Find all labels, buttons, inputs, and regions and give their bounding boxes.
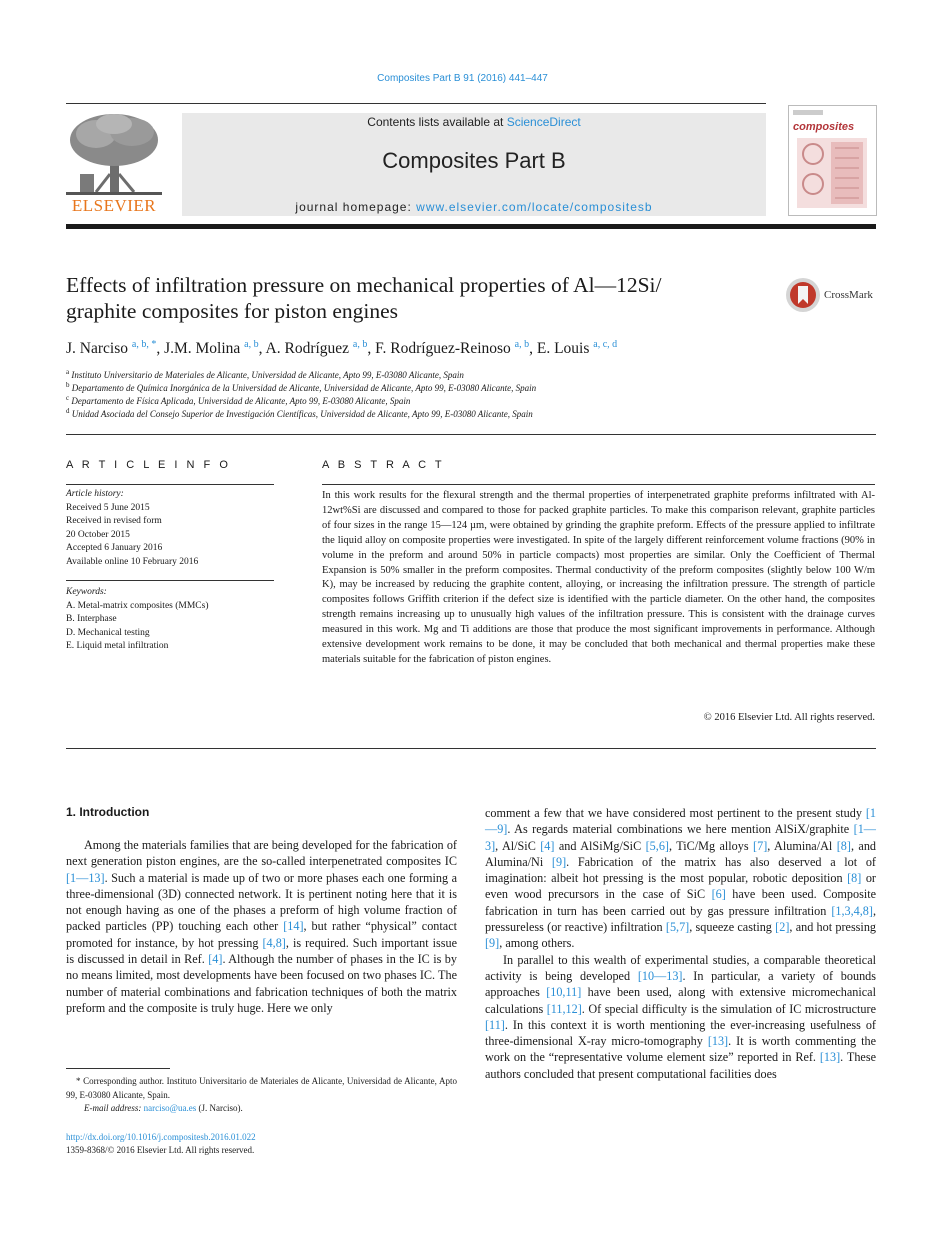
section-heading: 1. Introduction: [66, 805, 150, 819]
history-item: Received 5 June 2015: [66, 502, 150, 513]
paragraph-text: , among others.: [499, 936, 575, 951]
paragraph-text: . These authors concluded that present computational facilities does: [485, 1050, 876, 1081]
abstract-rule: [322, 484, 875, 485]
affiliations-rule: [66, 434, 876, 435]
intro-paragraph-2: [485, 805, 876, 952]
email-label: E-mail address:: [84, 1103, 144, 1113]
citation-link[interactable]: [11]: [485, 1017, 505, 1032]
paragraph-text: . Such a material is made up of two or more phases each one forming a three-dimensional (3D) connected network. It is pertinent noting here that it is not enough having as one of the phases a preform of high volume fraction of packed particles (PP) touching each other: [66, 870, 457, 934]
right-column: [485, 805, 876, 1082]
footnote-rule: [66, 1068, 170, 1069]
paragraph-text: . It is worth commenting the work on the “representative volume element size” reported in Ref.: [485, 1034, 877, 1065]
crossmark-icon: [785, 277, 821, 313]
sciencedirect-link[interactable]: ScienceDirect: [506, 115, 581, 129]
title-line-2: graphite composites for piston engines: [66, 299, 398, 323]
paragraph-text: have been used, along with extensive micromechanical calculations: [485, 985, 876, 1016]
paragraph-text: , Al/SiC: [495, 838, 541, 853]
affiliation-mark: d: [66, 407, 70, 415]
citation-link[interactable]: [1—9]: [485, 806, 876, 837]
history-item: Accepted 6 January 2016: [66, 543, 163, 553]
citation-link[interactable]: [9]: [551, 854, 567, 869]
title-line-1: Effects of infiltration pressure on mechanical properties of Al—12Si/: [66, 273, 662, 297]
abstract-bottom-rule: [66, 748, 876, 749]
paragraph-text: , squeeze casting: [689, 920, 776, 935]
article-title: [66, 272, 766, 324]
citation-link[interactable]: [11,12]: [546, 1001, 582, 1016]
paragraph-text: have been used. Composite fabrication in turn has been carried out by gas pressure infiltration: [485, 887, 877, 918]
homepage-prefix: journal homepage:: [295, 200, 417, 214]
paragraph-text: In parallel to this wealth of experimental studies, a comparable theoretical activity is being developed: [485, 952, 876, 983]
paragraph-text: or even wood precursors in the case of SiC: [485, 871, 876, 902]
left-column: [66, 837, 457, 1016]
contents-prefix: Contents lists available at: [367, 115, 507, 129]
citation-link[interactable]: [13]: [707, 1034, 729, 1049]
paragraph-text: and AlSiMg/SiC: [554, 838, 646, 853]
keywords-rule: [66, 580, 274, 581]
doi-link[interactable]: http://dx.doi.org/10.1016/j.compositesb.2016.01.022: [66, 1132, 256, 1142]
affiliation-text: Unidad Asociada del Consejo Superior de Investigación Científicas, Universidad de Alicante, Apto 99, E-03080 Alicante, Spain: [71, 409, 533, 419]
paragraph-text: , TiC/Mg alloys: [668, 838, 754, 853]
article-history: [66, 488, 274, 569]
paragraph-text: . In this context it is worth mentioning the ever-increasing usefulness of three-dimensional X-ray micro-tomography: [485, 1017, 876, 1049]
citation-link[interactable]: [10,11]: [546, 985, 582, 1000]
affiliation-mark: c: [66, 394, 70, 402]
author-affiliation-marks[interactable]: a, b: [352, 339, 368, 350]
journal-homepage: [182, 200, 766, 214]
affiliation-text: Departamento de Física Aplicada, Universidad de Alicante, Apto 99, E-03080 Alicante, Spain: [71, 396, 411, 406]
keyword-item: B. Interphase: [66, 614, 117, 624]
abstract-copyright: © 2016 Elsevier Ltd. All rights reserved.: [703, 712, 875, 723]
author-name[interactable]: F. Rodríguez-Reinoso: [375, 340, 511, 358]
intro-paragraph-1: [66, 837, 457, 1016]
keyword-item: E. Liquid metal infiltration: [66, 641, 169, 651]
citation-link[interactable]: [7]: [753, 838, 768, 853]
paragraph-text: . As regards material combinations we here mention AlSiX/graphite: [507, 822, 854, 837]
citation-link[interactable]: [6]: [711, 887, 726, 902]
info-rule: [66, 484, 274, 485]
intro-paragraph-3: [485, 952, 876, 1082]
affiliation: [66, 368, 866, 380]
affiliation-mark: a: [66, 368, 70, 376]
citation-link[interactable]: [9]: [485, 936, 500, 951]
homepage-link[interactable]: www.elsevier.com/locate/compositesb: [416, 200, 653, 214]
citation-link[interactable]: [5,6]: [645, 838, 669, 853]
elsevier-tree-icon: [66, 112, 162, 196]
affiliation: [66, 394, 866, 406]
author-affiliation-marks[interactable]: a, b: [514, 339, 530, 350]
citation-link[interactable]: [4,8]: [262, 935, 286, 950]
abstract-heading: A B S T R A C T: [322, 459, 445, 471]
author-affiliation-marks[interactable]: a, b: [244, 339, 259, 350]
affiliation-text: Instituto Universitario de Materiales de Alicante, Universidad de Alicante, Apto 99, E-03080 Alicante, Spain: [71, 370, 464, 380]
paragraph-text: , and hot pressing: [789, 920, 877, 935]
author-name[interactable]: A. Rodríguez: [265, 340, 350, 358]
email-link[interactable]: narciso@ua.es: [143, 1103, 197, 1113]
paragraph-text: Among the materials families that are being developed for the fabrication of next generation piston engines, are the so-called interpenetrated composites IC: [66, 838, 457, 869]
article-info-heading: A R T I C L E I N F O: [66, 459, 231, 471]
author-name[interactable]: J.M. Molina: [164, 340, 241, 358]
citation-link[interactable]: [4]: [540, 838, 555, 853]
paragraph-text: . In particular, a variety of bounds approaches: [485, 968, 877, 1000]
header-thick-rule: [66, 224, 876, 229]
keywords-label: Keywords:: [66, 587, 107, 597]
email-line: [84, 1102, 464, 1116]
cover-title: composites: [793, 121, 855, 133]
citation-link[interactable]: [5,7]: [665, 920, 690, 935]
author-affiliation-marks[interactable]: a, c, d: [593, 339, 618, 350]
keywords: [66, 586, 274, 654]
cover-graphic-icon: [797, 138, 867, 208]
issn-line: 1359-8368/© 2016 Elsevier Ltd. All rights reserved.: [66, 1145, 255, 1155]
corresponding-author-note: * Corresponding author. Instituto Universitario de Materiales de Alicante, Universidad de Alicante, Apto 99, E-03080 Alicante, Spain.: [66, 1076, 457, 1100]
author-affiliation-marks[interactable]: a, b, *: [131, 339, 157, 350]
citation-link[interactable]: [8]: [847, 871, 862, 886]
paragraph-text: , pressureless (or reactive) infiltration: [485, 903, 876, 935]
journal-cover[interactable]: [788, 105, 877, 216]
author-list: J. Narciso $^{a, b, *}$, J.M. Molina $^{a, b}$, A. Rodríguez $^{a, b}$, F. Rodríguez-Reinoso $^{a, b}$, E. Louis $^{a, c, d}$: [66, 339, 618, 358]
affiliation: [66, 381, 866, 393]
citation-link[interactable]: [13]: [819, 1050, 841, 1065]
paragraph-text: . Of special difficulty is the simulation of IC microstructure: [581, 1001, 876, 1016]
citation-link[interactable]: [8]: [836, 838, 851, 853]
citation-link[interactable]: [1—13]: [66, 870, 105, 885]
abstract-text: In this work results for the flexural strength and the thermal properties of interpenetrated graphite preforms infiltrated with Al-12wt%Si are discussed and compared to those for packed graphite particles. To make this comparison relevant, graphite particles of four sizes in the range 15—124 µm, were obtained by grinding the graphite preform. Effects of the pressure applied to infiltrate the liquid alloy on composite properties were investigated. In spite of the largely different reinforcement volume fractions (90% in volume in the preform and around 50% in particle compacts) most properties are similar. Only the Coefficient of Thermal Expansion is 50% smaller in the preform composites. Thermal conductivity of the preform composites (slightly below 100 W/m K), may be increased by reducing the graphite content, alloying, or increasing the infiltration pressure. The strength of particle composites follows Griffith criterion if the defect size is identified with the particle diameter. On the other hand, the composites strength remains increasing up to unusually high values of the infiltration pressure. This is consistent with the drainage curves measured in this work. Mg and Ti additions are those that produce the most significant improvements in performance. Although extensive development work remains to be done, it may be concluded that both mechanical and thermal properties make these materials suitable for the fabrication of piston engines.: [322, 490, 875, 665]
email-suffix: (J. Narciso).: [196, 1103, 243, 1113]
keyword-item: D. Mechanical testing: [66, 627, 150, 638]
affiliation: [66, 407, 866, 419]
paragraph-text: , Alumina/Al: [767, 838, 837, 853]
journal-reference[interactable]: Composites Part B 91 (2016) 441–447: [377, 73, 548, 84]
author-name[interactable]: J. Narciso: [66, 340, 128, 358]
paragraph-text: . Although the number of phases in the IC is by no means limited, most developments have been focused on two phases IC. The number of material combinations and fabrication techniques of both the matrix preform and the composite is truly huge. Here we only: [66, 952, 457, 1015]
crossmark-label: CrossMark: [824, 289, 873, 301]
contents-line: [182, 115, 766, 129]
paragraph-text: , is required. Such important issue is discussed in detail in Ref.: [66, 935, 458, 967]
citation-link[interactable]: [1,3,4,8]: [831, 903, 873, 918]
keyword-item: A. Metal-matrix composites (MMCs): [66, 600, 209, 611]
journal-title: Composites Part B: [382, 148, 566, 173]
elsevier-logo: [66, 112, 162, 216]
citation-link[interactable]: [1—3]: [485, 822, 876, 853]
citation-link[interactable]: [10—13]: [637, 968, 683, 983]
paragraph-text: . Fabrication of the matrix has also deserved a lot of imagination: albeit hot pressing is the most popular, robotic deposition: [485, 854, 876, 886]
history-item: Available online 10 February 2016: [66, 556, 199, 567]
citation-link[interactable]: [4]: [208, 952, 223, 967]
affiliation-text: Departamento de Química Inorgánica de la Universidad de Alicante, Universidad de Alicante, Apto 99, E-03080 Alicante, Spain: [71, 383, 537, 393]
citation-link[interactable]: [2]: [775, 920, 790, 935]
paragraph-text: comment a few that we have considered most pertinent to the present study: [485, 806, 866, 820]
paragraph-text: , but rather “physical” contact promoted for instance, by hot pressing: [66, 919, 457, 950]
cover-bar: [793, 110, 823, 115]
history-label: Article history:: [66, 489, 124, 499]
crossmark-badge[interactable]: [785, 277, 885, 313]
journal-banner: [182, 113, 766, 216]
publisher-name: ELSEVIER: [71, 196, 157, 215]
paragraph-text: , and Alumina/Ni: [485, 838, 877, 869]
history-item: 20 October 2015: [66, 529, 130, 540]
affiliation-mark: b: [66, 381, 70, 389]
citation-link[interactable]: [14]: [283, 919, 304, 934]
author-name[interactable]: E. Louis: [536, 340, 590, 358]
header-rule: [66, 103, 766, 104]
history-item: Received in revised form: [66, 516, 162, 526]
